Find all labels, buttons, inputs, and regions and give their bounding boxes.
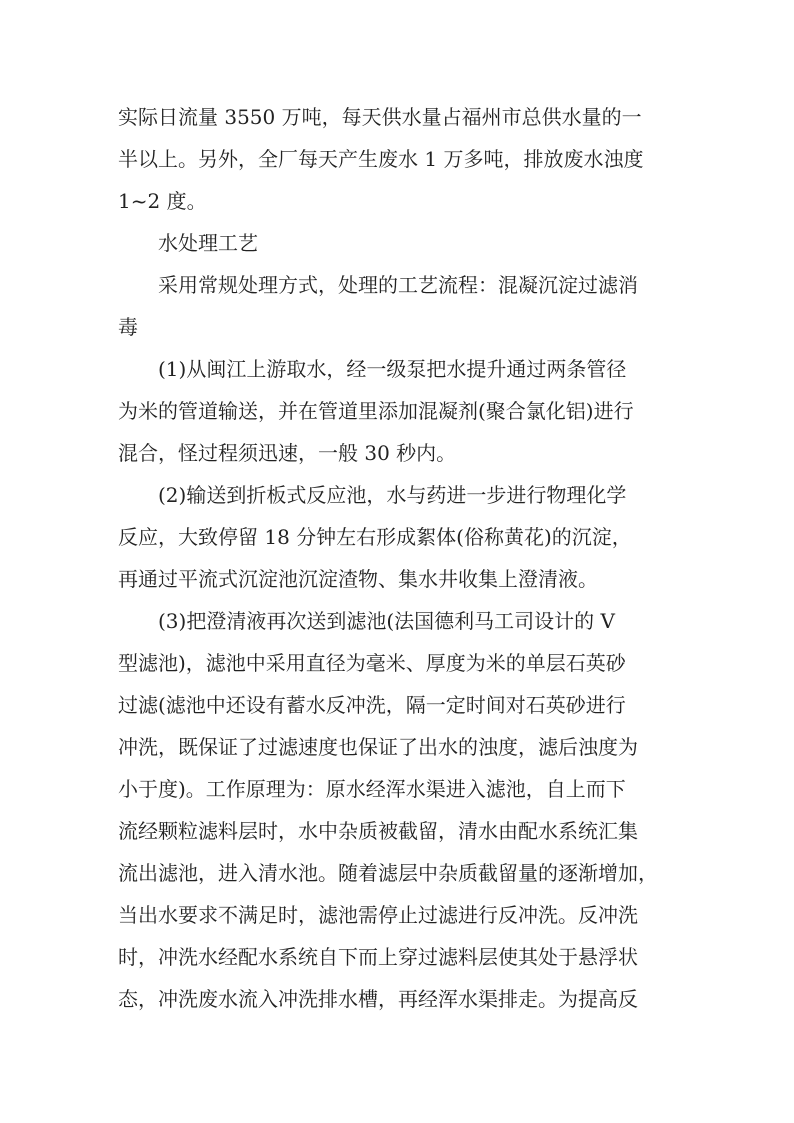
text-line: 半以上。另外，全厂每天产生废水 1 万多吨，排放废水浊度	[118, 147, 644, 171]
paragraph-step-2	[118, 474, 676, 600]
text-line: 采用常规处理方式，处理的工艺流程：混凝沉淀过滤消	[158, 273, 638, 297]
text-line: 为米的管道输送，并在管道里添加混凝剂(聚合氯化铝)进行	[118, 399, 634, 423]
text-line: 流经颗粒滤料层时，水中杂质被截留，清水由配水系统汇集	[118, 819, 638, 843]
text-line: 1~2 度。	[118, 189, 207, 213]
paragraph-daily-flow	[118, 96, 676, 222]
paragraph-process-flow	[118, 264, 676, 348]
text-line: 实际日流量 3550 万吨，每天供水量占福州市总供水量的一	[118, 105, 642, 129]
text-line: 毒	[118, 315, 138, 339]
text-line: 再通过平流式沉淀池沉淀渣物、集水井收集上澄清液。	[118, 567, 598, 591]
section-heading: 水处理工艺	[158, 231, 258, 255]
text-line: (1)从闽江上游取水，经一级泵把水提升通过两条管径	[158, 357, 627, 381]
text-line: 小于度)。工作原理为：原水经浑水渠进入滤池，自上而下	[118, 777, 626, 801]
text-line: 态，冲洗废水流入冲洗排水槽，再经浑水渠排走。为提高反	[118, 987, 638, 1011]
paragraph-step-3	[118, 600, 676, 1020]
text-line: 反应，大致停留 18 分钟左右形成絮体(俗称黄花)的沉淀，	[118, 525, 632, 549]
text-line: (3)把澄清液再次送到滤池(法国德利马工司设计的 V	[158, 609, 615, 633]
section-heading-water-treatment	[118, 222, 676, 264]
document-body	[118, 96, 676, 1020]
text-line: 过滤(滤池中还设有蓄水反冲洗，隔一定时间对石英砂进行	[118, 693, 626, 717]
text-line: 当出水要求不满足时，滤池需停止过滤进行反冲洗。反冲洗	[118, 903, 638, 927]
text-line: 冲洗，既保证了过滤速度也保证了出水的浊度，滤后浊度为	[118, 735, 638, 759]
paragraph-step-1	[118, 348, 676, 474]
text-line: 型滤池)，滤池中采用直径为毫米、厚度为米的单层石英砂	[118, 651, 626, 675]
text-line: (2)输送到折板式反应池，水与药进一步进行物理化学	[158, 483, 627, 507]
text-line: 时，冲洗水经配水系统自下而上穿过滤料层使其处于悬浮状	[118, 945, 638, 969]
text-line: 混合，怪过程须迅速，一般 30 秒内。	[118, 441, 457, 465]
text-line: 流出滤池，进入清水池。随着滤层中杂质截留量的逐渐增加，	[118, 861, 658, 885]
